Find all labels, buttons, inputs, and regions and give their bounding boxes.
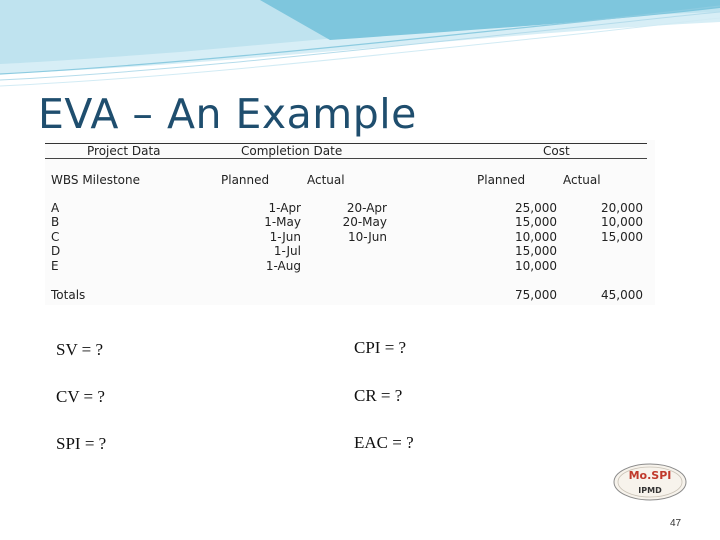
row-b-milestone: B [51,215,60,229]
row-a-planned-cost: 25,000 [515,201,557,215]
row-e-planned-date: 1-Aug [265,259,301,273]
row-a-milestone: A [51,201,60,215]
row-b-planned-date: 1-May [264,215,301,229]
row-e-planned-cost: 10,000 [515,259,557,273]
slide-title: EVA – An Example [38,90,417,138]
project-data-table [45,140,655,305]
question-eac: EAC = ? [354,433,414,452]
row-c-actual-date: 10-Jun [347,230,387,244]
row-d-milestone: D [51,244,61,258]
row-d-planned-date: 1-Jul [273,244,301,258]
row-e-milestone: E [51,259,59,273]
header-project-data: Project Data [87,144,161,158]
row-c-actual-cost: 15,000 [601,230,643,244]
row-b-planned-cost: 15,000 [515,215,557,229]
row-b-actual-date: 20-May [342,215,387,229]
row-a-actual-date: 20-Apr [346,201,387,215]
row-d-planned-cost: 15,000 [515,244,557,258]
subheader-planned-date: Planned [221,173,270,187]
subheader-wbs-milestone: WBS Milestone [51,173,141,187]
row-c-milestone: C [51,230,60,244]
header-completion-date: Completion Date [241,144,343,158]
header-wave-decoration [0,0,720,95]
row-a-planned-date: 1-Apr [268,201,301,215]
question-cv: CV = ? [56,387,105,406]
mospi-logo [612,462,688,502]
question-cr: CR = ? [354,386,403,405]
question-cpi: CPI = ? [354,338,407,357]
mospi-logo-icon [612,462,688,502]
subheader-actual-date: Actual [307,173,345,187]
table-header-rule [45,158,647,159]
subheader-actual-cost: Actual [563,173,601,187]
subheader-planned-cost: Planned [477,173,526,187]
logo-text-mospi: Mo.SPI [628,469,672,482]
page-number: 47 [670,518,682,529]
header-cost: Cost [543,144,570,158]
totals-actual-cost: 45,000 [601,288,643,302]
totals-label: Totals [51,288,86,302]
question-spi: SPI = ? [56,434,107,453]
totals-planned-cost: 75,000 [515,288,557,302]
row-c-planned-date: 1-Jun [269,230,301,244]
row-a-actual-cost: 20,000 [601,201,643,215]
logo-text-ipmd: IPMD [638,486,662,495]
row-b-actual-cost: 10,000 [601,215,643,229]
row-c-planned-cost: 10,000 [515,230,557,244]
question-sv: SV = ? [56,340,104,359]
